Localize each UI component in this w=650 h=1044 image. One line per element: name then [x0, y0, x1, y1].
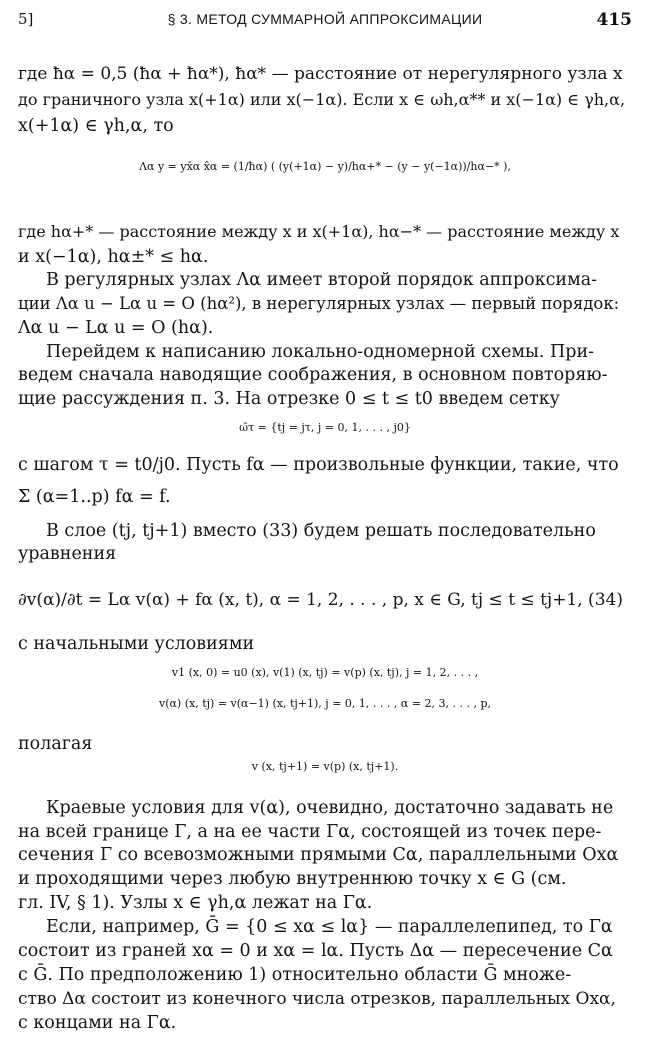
running-title: § 3. МЕТОД СУММАРНОЙ АППРОКСИМАЦИИ [167, 11, 483, 27]
text-line: В регулярных узлах Λα имеет второй порядок аппроксима- [46, 270, 598, 290]
text-line: сечения Γ со всевозможными прямыми Cα, параллельными Oxα [18, 845, 619, 865]
text-line: где ħα = 0,5 (ħα + ħα*), ħα* — расстояние от нерегулярного узла x [18, 64, 623, 84]
equation-initial-2: v(α) (x, tj) = v(α−1) (x, tj+1), j = 0, 1, . . . , α = 2, 3, . . . , p, [158, 697, 491, 710]
page-number: 415 [596, 10, 632, 30]
text-line: уравнения [18, 544, 117, 564]
text-line: состоит из граней xα = 0 и xα = lα. Пусть Δα — пересечение Cα [18, 941, 613, 961]
equation-sum: Σ (α=1..p) fα = f. [18, 487, 171, 507]
text-line: Λα u − Lα u = O (hα). [18, 318, 214, 338]
text-line: с концами на Γα. [18, 1013, 177, 1033]
equation-34: ∂v(α)/∂t = Lα v(α) + fα (x, t), α = 1, 2, . . . , p, x ∈ G, tj ≤ t ≤ tj+1, (34) [18, 590, 623, 610]
text-line: x(+1α) ∈ γh,α, то [18, 116, 174, 136]
text-line: с начальными условиями [18, 634, 255, 654]
text-line: В слое (tj, tj+1) вместо (33) будем решать последовательно [46, 521, 596, 541]
equation-grid: ω̄τ = {tj = jτ, j = 0, 1, . . . , j0} [239, 421, 411, 434]
text-line: ции Λα u − Lα u = O (hα²), в нерегулярных узлах — первый порядок: [18, 294, 620, 313]
equation-initial-1: v1 (x, 0) = u0 (x), v(1) (x, tj) = v(p) (x, tj), j = 1, 2, . . . , [171, 666, 479, 679]
text-line: ведем сначала наводящие соображения, в основном повторяю- [18, 365, 608, 385]
text-line: щие рассуждения п. 3. На отрезке 0 ≤ t ≤ t0 введем сетку [18, 389, 560, 409]
text-line: Краевые условия для v(α), очевидно, достаточно задавать не [46, 798, 614, 818]
text-line: с Ḡ. По предположению 1) относительно области Ḡ множе- [18, 965, 572, 985]
text-line: ство Δα состоит из конечного числа отрезков, параллельных Oxα, [18, 989, 616, 1009]
text-line: до граничного узла x(+1α) или x(−1α). Если x ∈ ωh,α** и x(−1α) ∈ γh,α, [18, 90, 626, 109]
text-line: полагая [18, 734, 93, 754]
text-line: и x(−1α), hα±* ≤ hα. [18, 247, 209, 267]
text-line: на всей границе Γ, а на ее части Γα, состоящей из точек пере- [18, 822, 602, 842]
text-line: гл. IV, § 1). Узлы x ∈ γh,α лежат на Γα. [18, 893, 373, 913]
text-line: Если, например, Ḡ = {0 ≤ xα ≤ lα} — параллелепипед, то Γα [46, 917, 613, 937]
text-line: и проходящими через любую внутреннюю точку x ∈ G (см. [18, 869, 567, 889]
text-line: с шагом τ = t0/j0. Пусть fα — произвольные функции, такие, что [18, 455, 619, 475]
text-line: где hα+* — расстояние между x и x(+1α), hα−* — расстояние между x [18, 222, 620, 241]
page-header [18, 10, 632, 36]
equation-lambda: Λα y = yx̄α x̂α = (1/ħα) ( (y(+1α) − y)/hα+* − (y − y(−1α))/hα−* ), [139, 160, 511, 173]
section-ref: 5] [18, 10, 34, 28]
equation-v: v (x, tj+1) = v(p) (x, tj+1). [251, 760, 399, 773]
text-line: Перейдем к написанию локально-одномерной схемы. При- [46, 342, 595, 362]
